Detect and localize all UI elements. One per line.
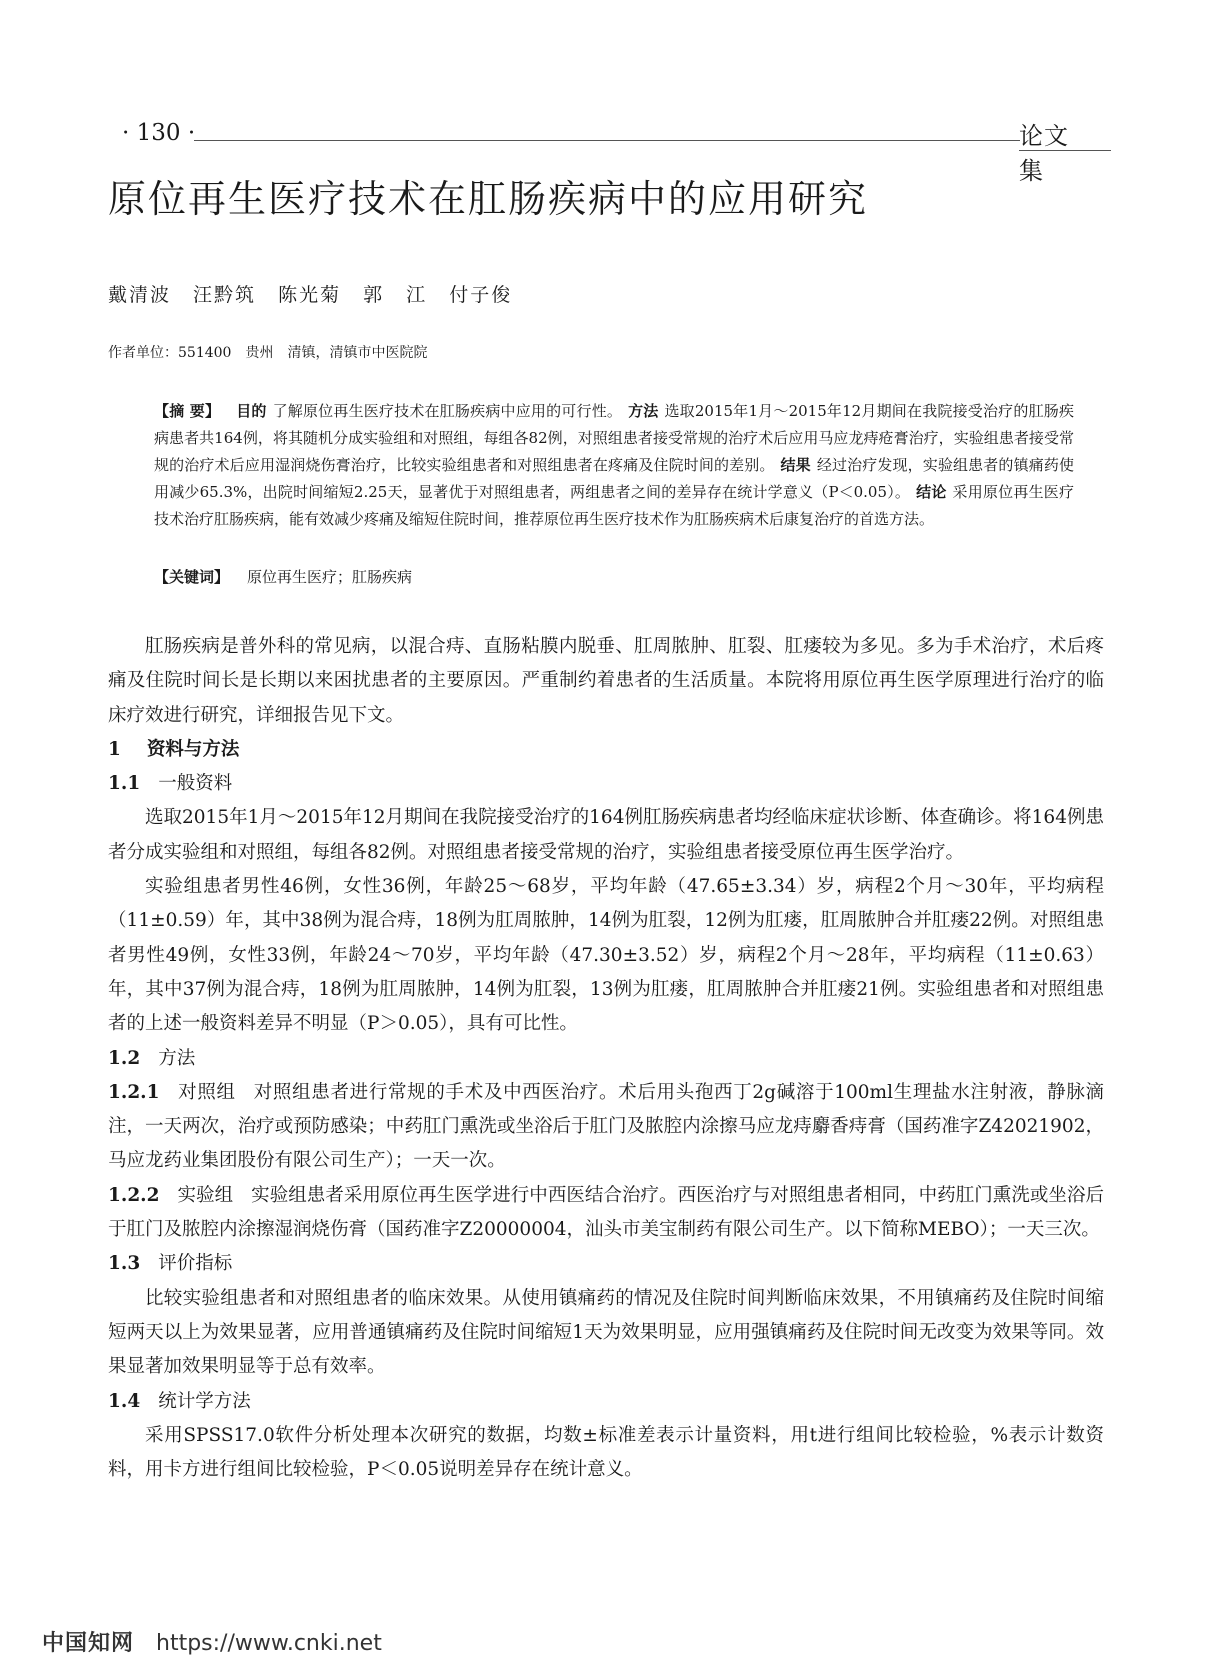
abstract-method-label: 方法 <box>628 402 659 420</box>
subsection-number: 1.1 <box>108 773 141 795</box>
subsubsection-tag: 对照组 <box>177 1081 236 1103</box>
subsubsection-text: 对照组患者进行常规的手术及中西医治疗。术后用头孢西丁2g碱溶于100ml生理盐水注射液，静脉滴注，一天两次，治疗或预防感染；中药肛门熏洗或坐浴后于肛门及脓腔内涂擦马应龙痔麝香痔膏（国药准字Z42021902，马应龙药业集团股份有限公司生产）；一天一次。 <box>108 1081 1104 1172</box>
abstract <box>154 398 1074 533</box>
subsubsection-number: 1.2.2 <box>108 1184 160 1206</box>
header-right-rule <box>1019 116 1111 185</box>
journal-name: 论文集 <box>1019 122 1069 185</box>
subsection-number: 1.4 <box>108 1390 141 1412</box>
subsubsection-tag: 实验组 <box>177 1184 234 1206</box>
abstract-result-label: 结果 <box>780 456 811 474</box>
cnki-url: https://www.cnki.net <box>156 1631 382 1656</box>
running-header <box>108 112 1111 185</box>
body-paragraph <box>108 1076 1104 1179</box>
header-rule <box>194 140 1020 141</box>
body-paragraph: 比较实验组患者和对照组患者的临床效果。从使用镇痛药的情况及住院时间判断临床效果，不用镇痛药及住院时间缩短两天以上为效果显著，应用普通镇痛药及住院时间缩短1天为效果明显，应用强镇痛药及住院时间无改变为效果等同。效果显著加效果明显等于总有效率。 <box>108 1287 1104 1378</box>
body-paragraph: 采用SPSS17.0软件分析处理本次研究的数据，均数±标准差表示计量资料，用t进行组间比较检验，%表示计数资料，用卡方进行组间比较检验，P＜0.05说明差异存在统计意义。 <box>108 1424 1104 1481</box>
author-list: 戴清波 汪黔筑 陈光菊 郭 江 付子俊 <box>108 284 513 306</box>
body-paragraph: 实验组患者男性46例，女性36例，年龄25～68岁，平均年龄（47.65±3.34）岁，病程2个月～30年，平均病程（11±0.59）年，其中38例为混合痔，18例为肛周脓肿，14例为肛裂，12例为肛瘘，肛周脓肿合并肛瘘22例。对照组患者男性49例，女性33例，年龄24～70岁，平均年龄（47.30±3.52）岁，病程2个月～28年，平均病程（11±0.63）年，其中37例为混合痔，18例为肛周脓肿，14例为肛裂，13例为肛瘘，肛周脓肿合并肛瘘21例。实验组患者和对照组患者的上述一般资料差异不明显（P＞0.05），具有可比性。 <box>108 876 1104 1035</box>
page-number: · 130 · <box>122 120 196 146</box>
subsection-title: 评价指标 <box>158 1253 233 1275</box>
subsection-heading <box>108 767 1104 801</box>
keywords-label: 【关键词】 <box>154 568 230 586</box>
keywords <box>154 566 412 587</box>
section-title: 资料与方法 <box>146 738 240 760</box>
keywords-text: 原位再生医疗；肛肠疾病 <box>247 568 413 586</box>
abstract-purpose-label: 目的 <box>236 402 267 420</box>
section-number: 1 <box>108 738 121 760</box>
subsubsection-text: 实验组患者采用原位再生医学进行中西医结合治疗。西医治疗与对照组患者相同，中药肛门熏洗或坐浴后于肛门及脓腔内涂擦湿润烧伤膏（国药准字Z20000004，汕头市美宝制药有限公司生产。以下简称MEBO）；一天三次。 <box>108 1184 1104 1241</box>
subsection-title: 一般资料 <box>158 773 233 795</box>
subsection-title: 统计学方法 <box>158 1390 251 1412</box>
body-paragraph: 选取2015年1月～2015年12月期间在我院接受治疗的164例肛肠疾病患者均经临床症状诊断、体查确诊。将164例患者分成实验组和对照组，每组各82例。对照组患者接受常规的治疗，实验组患者接受原位再生医学治疗。 <box>108 807 1104 863</box>
paper-title: 原位再生医疗技术在肛肠疾病中的应用研究 <box>108 177 869 221</box>
subsection-number: 1.3 <box>108 1253 141 1275</box>
article-body <box>108 630 1104 1487</box>
abstract-label: 【摘 要】 <box>154 402 221 420</box>
abstract-conclusion: 采用原位再生医疗技术治疗肛肠疾病，能有效减少疼痛及缩短住院时间，推荐原位再生医疗技术作为肛肠疾病术后康复治疗的首选方法。 <box>154 483 1074 528</box>
subsection-heading <box>108 1042 1104 1076</box>
section-heading <box>108 733 1104 767</box>
abstract-purpose: 了解原位再生医疗技术在肛肠疾病中应用的可行性。 <box>272 402 623 420</box>
abstract-result: 经过治疗发现，实验组患者的镇痛药使用减少65.3%，出院时间缩短2.25天，显著优于对照组患者，两组患者之间的差异存在统计学意义（P＜0.05）。 <box>154 456 1074 501</box>
abstract-conclusion-label: 结论 <box>916 483 947 501</box>
subsection-number: 1.2 <box>108 1047 141 1069</box>
body-paragraph <box>108 1179 1104 1248</box>
cnki-brand: 中国知网 <box>42 1631 135 1656</box>
footer-watermark <box>42 1626 382 1657</box>
subsection-heading <box>108 1385 1104 1419</box>
subsection-heading <box>108 1247 1104 1281</box>
subsection-title: 方法 <box>158 1047 196 1069</box>
abstract-method: 选取2015年1月～2015年12月期间在我院接受治疗的肛肠疾病患者共164例，将其随机分成实验组和对照组，每组各82例，对照组患者接受常规的治疗术后应用马应龙痔疮膏治疗，实验组患者接受常规的治疗术后应用湿润烧伤膏治疗，比较实验组患者和对照组患者在疼痛及住院时间的差别。 <box>154 402 1074 474</box>
intro-paragraph: 肛肠疾病是普外科的常见病，以混合痔、直肠粘膜内脱垂、肛周脓肿、肛裂、肛瘘较为多见。多为手术治疗，术后疼痛及住院时间长是长期以来困扰患者的主要原因。严重制约着患者的生活质量。本院将用原位再生医学原理进行治疗的临床疗效进行研究，详细报告见下文。 <box>108 636 1104 726</box>
author-affiliation: 作者单位：551400 贵州 清镇，清镇市中医院院 <box>108 345 428 361</box>
subsubsection-number: 1.2.1 <box>108 1081 160 1103</box>
